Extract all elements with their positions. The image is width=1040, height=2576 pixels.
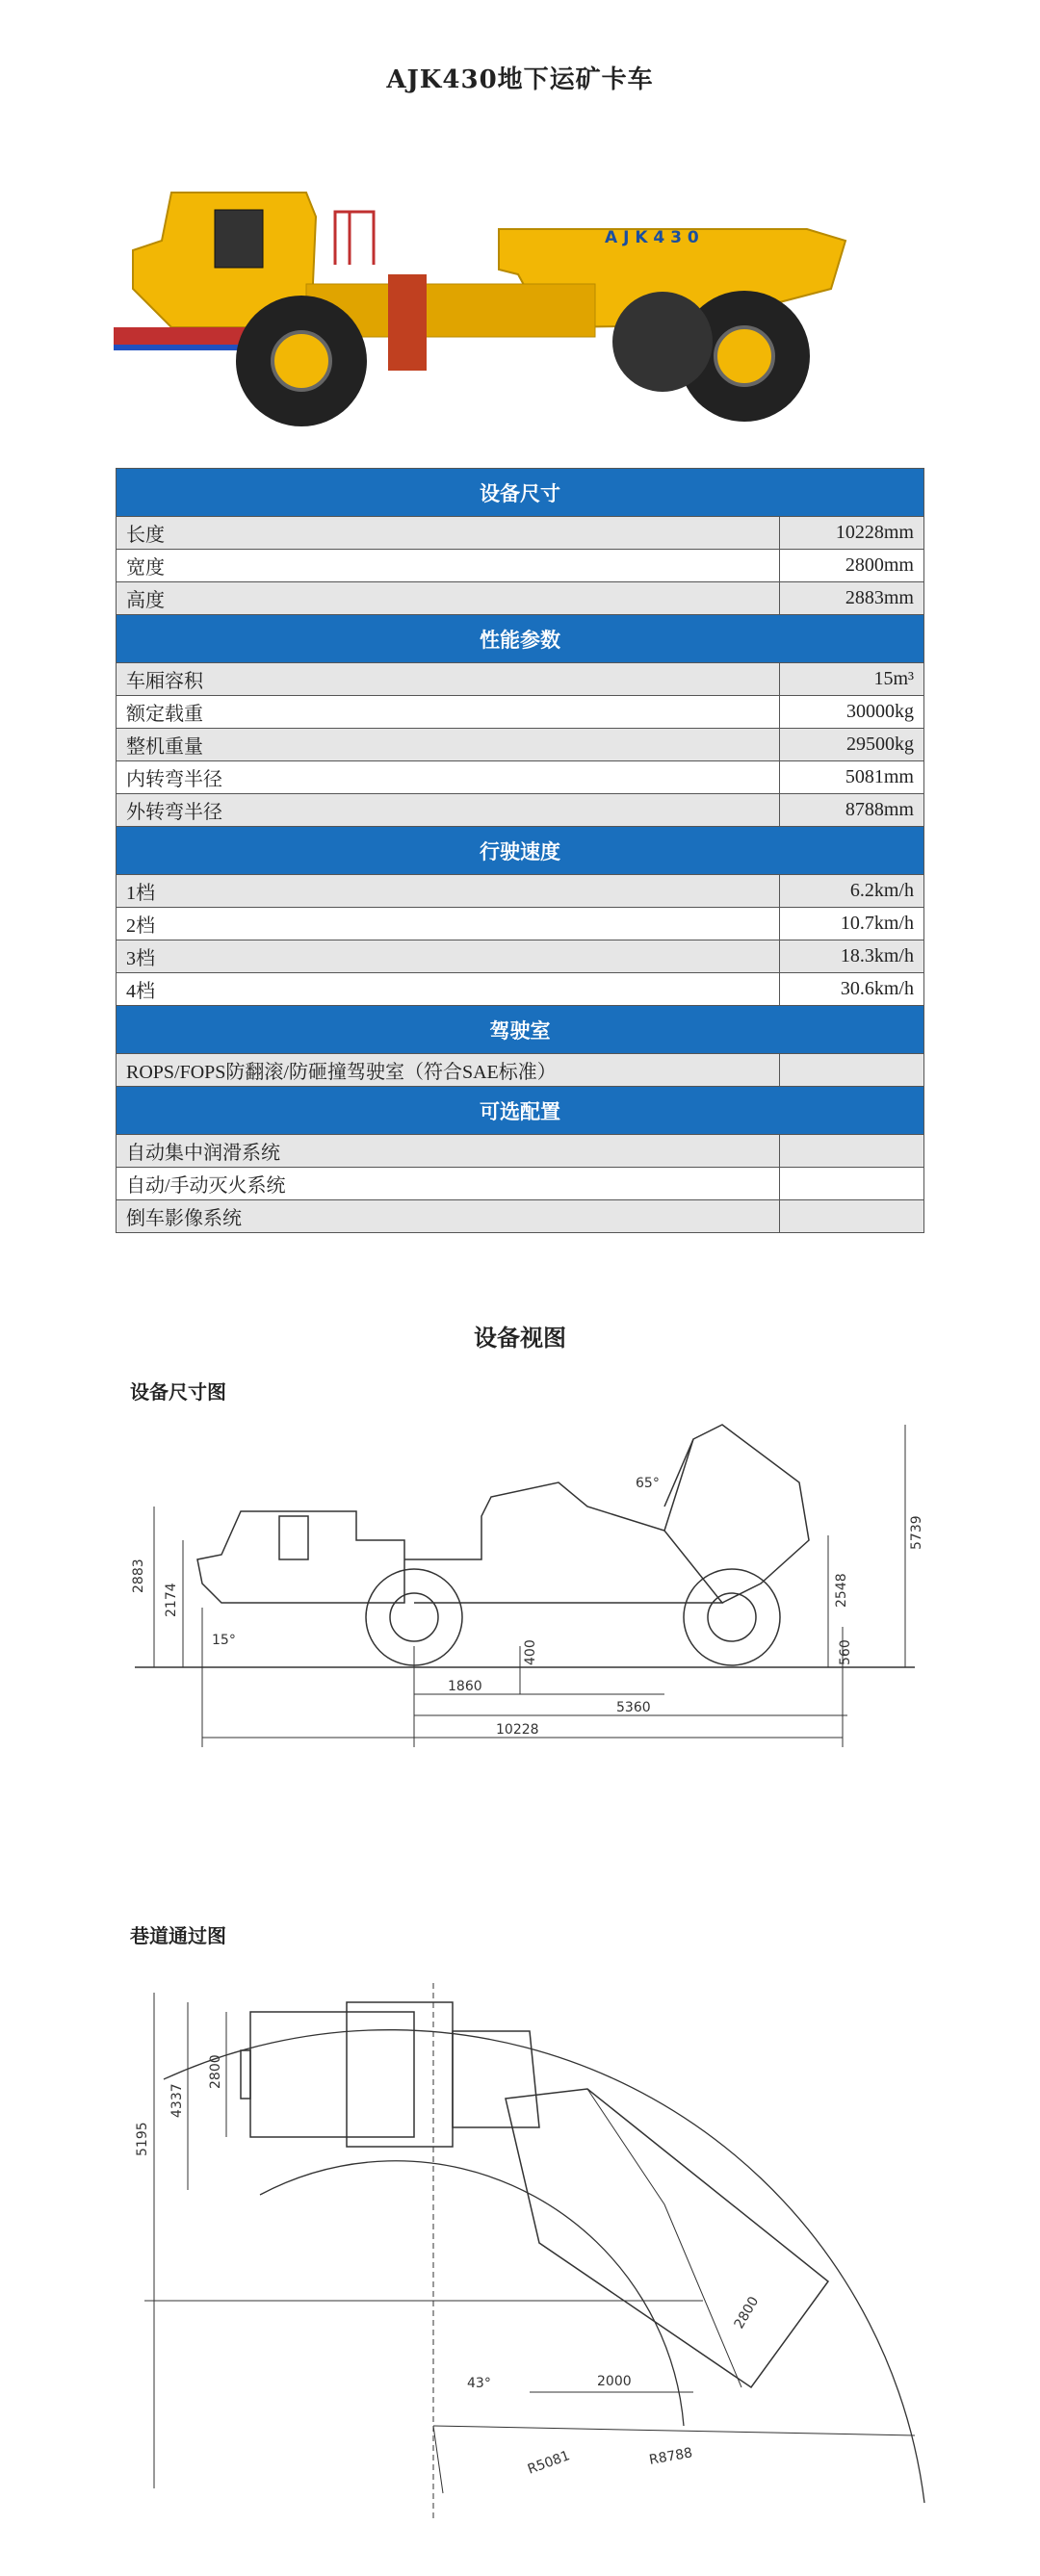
row-value — [779, 1200, 923, 1233]
table-row — [117, 875, 924, 908]
row-label: 整机重量 — [117, 729, 780, 761]
row-value: 6.2km/h — [779, 875, 923, 908]
row-value — [779, 1054, 923, 1087]
dim-10228: 10228 — [496, 1722, 539, 1738]
table-row — [117, 696, 924, 729]
row-label: 额定载重 — [117, 696, 780, 729]
row-label: 车厢容积 — [117, 663, 780, 696]
table-row — [117, 663, 924, 696]
dim-4337: 4337 — [169, 2083, 185, 2118]
dim-2800-b: 2800 — [731, 2294, 763, 2331]
dim-2800-a: 2800 — [208, 2054, 223, 2089]
row-label: 内转弯半径 — [117, 761, 780, 794]
row-value: 10228mm — [779, 517, 923, 550]
truck-box-text: A J K 4 3 0 — [605, 228, 699, 247]
row-value: 15m³ — [779, 663, 923, 696]
section-header — [117, 1087, 924, 1135]
section-header-label: 性能参数 — [117, 615, 924, 663]
angle-65: 65° — [636, 1476, 660, 1491]
row-value: 2800mm — [779, 550, 923, 582]
row-label: 外转弯半径 — [117, 794, 780, 827]
table-row — [117, 1054, 924, 1087]
row-value: 10.7km/h — [779, 908, 923, 940]
section-header — [117, 827, 924, 875]
angle-15: 15° — [212, 1633, 236, 1648]
dim-400: 400 — [523, 1639, 538, 1665]
row-value: 30000kg — [779, 696, 923, 729]
section-header-label: 驾驶室 — [117, 1006, 924, 1054]
row-label: 3档 — [117, 940, 780, 973]
section-header-label: 行驶速度 — [117, 827, 924, 875]
dim-r8788: R8788 — [647, 2445, 694, 2468]
row-value — [779, 1135, 923, 1168]
table-row — [117, 1168, 924, 1200]
dim-1860: 1860 — [448, 1679, 482, 1694]
table-row — [117, 940, 924, 973]
table-row — [117, 729, 924, 761]
row-label: 自动/手动灭火系统 — [117, 1168, 780, 1200]
dimension-drawing-title: 设备尺寸图 — [130, 1380, 226, 1404]
dim-2174: 2174 — [164, 1583, 179, 1617]
row-label: 倒车影像系统 — [117, 1200, 780, 1233]
dim-5360: 5360 — [616, 1700, 651, 1715]
dim-5739: 5739 — [909, 1515, 924, 1550]
truck-photo — [114, 183, 927, 438]
dimension-drawing — [125, 1415, 934, 1868]
row-label: 宽度 — [117, 550, 780, 582]
spec-table — [116, 468, 924, 1233]
row-label: 长度 — [117, 517, 780, 550]
row-label: ROPS/FOPS防翻滚/防砸撞驾驶室（符合SAE标准） — [117, 1054, 780, 1087]
table-row — [117, 1200, 924, 1233]
section-header — [117, 469, 924, 517]
views-title: 设备视图 — [474, 1324, 566, 1352]
table-row — [117, 794, 924, 827]
row-value: 30.6km/h — [779, 973, 923, 1006]
table-row — [117, 517, 924, 550]
section-header-label: 设备尺寸 — [117, 469, 924, 517]
row-label: 2档 — [117, 908, 780, 940]
row-value: 29500kg — [779, 729, 923, 761]
table-row — [117, 1135, 924, 1168]
section-header-label: 可选配置 — [117, 1087, 924, 1135]
tunnel-drawing — [125, 1983, 934, 2522]
row-label: 1档 — [117, 875, 780, 908]
row-label: 4档 — [117, 973, 780, 1006]
dim-5195: 5195 — [135, 2122, 150, 2156]
angle-43: 43° — [467, 2376, 491, 2391]
dim-r5081: R5081 — [525, 2448, 572, 2478]
row-value — [779, 1168, 923, 1200]
table-row — [117, 550, 924, 582]
row-value: 18.3km/h — [779, 940, 923, 973]
table-row — [117, 908, 924, 940]
row-value: 8788mm — [779, 794, 923, 827]
dim-2000: 2000 — [597, 2374, 632, 2389]
section-header — [117, 615, 924, 663]
section-header — [117, 1006, 924, 1054]
row-value: 5081mm — [779, 761, 923, 794]
table-row — [117, 973, 924, 1006]
row-label: 高度 — [117, 582, 780, 615]
dim-2883: 2883 — [131, 1558, 146, 1593]
dim-2548: 2548 — [834, 1573, 849, 1608]
dim-560: 560 — [838, 1639, 853, 1665]
table-row — [117, 761, 924, 794]
page-title: AJK430地下运矿卡车 — [386, 65, 654, 94]
tunnel-drawing-title: 巷道通过图 — [130, 1924, 226, 1947]
row-value: 2883mm — [779, 582, 923, 615]
row-label: 自动集中润滑系统 — [117, 1135, 780, 1168]
table-row — [117, 582, 924, 615]
